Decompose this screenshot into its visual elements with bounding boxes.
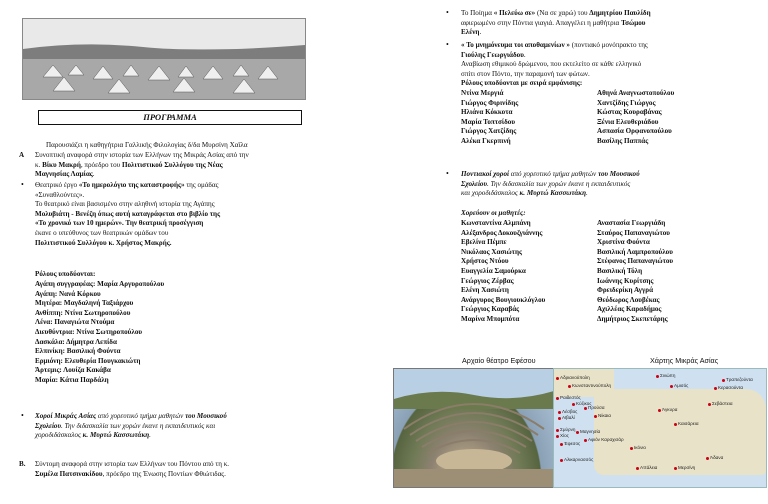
map-city-label: Χίος — [560, 433, 569, 438]
mono-l1-post: (ποντιακό μονόπρακτο της — [569, 41, 648, 49]
map-city-label: Άδανα — [710, 455, 724, 460]
mono-l2-bold: Γιούλης Γεωργιάδου — [461, 50, 524, 59]
poem-line1 — [461, 9, 651, 19]
map-city-label: Ικόνιο — [634, 445, 646, 450]
dances-l1-bold2: του Μουσικού — [185, 412, 227, 420]
map-city-dot — [594, 415, 597, 418]
play-line5: «Το χρονικό των 10 ημερών». Την θεατρική προσέγγιση — [35, 219, 204, 228]
a2-bold2: Πολιτιστικού Συλλόγου της Νέας — [121, 160, 223, 169]
role-item: Ελπινίκη: Βασιλική Φούντα — [35, 347, 121, 356]
cast-item: Ντίνα Μεργιά — [461, 89, 504, 97]
map-city-label: Αλικαρνασσός — [564, 457, 594, 462]
cast-left-list — [461, 89, 518, 147]
map-city-dot — [584, 407, 587, 410]
mono-line2 — [461, 51, 648, 61]
dancer-item: Φρειδερίκη Αγγρά — [597, 286, 654, 295]
bullet-monologue: • — [446, 40, 449, 49]
dances-l3-post: . — [149, 431, 151, 440]
map-city-label: Αττάλεια — [640, 465, 658, 470]
map-city-dot — [714, 387, 717, 390]
play-l1-post: της ομάδας — [184, 181, 219, 189]
section-a-line3 — [35, 170, 249, 180]
dancer-item: Αχιλλέας Καραδήμος — [597, 305, 662, 314]
dancer-item: Στέφανος Παπαναγιώτου — [597, 257, 674, 266]
map-city-dot — [584, 439, 587, 442]
cast-item: Γιώργος Χατζίδης — [461, 127, 517, 136]
dancer-item: Μαρίνα Μπομπότα — [461, 314, 520, 323]
dances-l1-bold: Χοροί Μικράς Ασίας — [35, 412, 97, 420]
dancers-right-list — [597, 219, 673, 325]
dances-l3-bold: κ. Μυρτώ Κασσωτάκη — [82, 431, 150, 440]
caption-theatre: Αρχαίο θέατρο Εφέσου — [462, 356, 536, 365]
map-city-label: Έφεσος — [564, 441, 581, 446]
play-line7: Πολιτιστικού Συλλόγου κ. Χρήστος Μακρής. — [35, 238, 172, 247]
map-city-dot — [560, 443, 563, 446]
cast-item: Χαντζίδης Γιώργος — [597, 98, 656, 107]
map-city-dot — [558, 417, 561, 420]
map-city-dot — [708, 403, 711, 406]
dancers-left-list — [461, 219, 545, 325]
map-city-label: Άγκυρα — [662, 407, 678, 412]
section-a-marker: Α — [19, 151, 25, 159]
monologue-block — [461, 41, 648, 89]
pontic-l3-post: . — [585, 189, 588, 198]
map-city-dot — [706, 457, 709, 460]
poem-l1-bold: « Πελεύω σε» — [493, 9, 536, 17]
map-city-label: Καισάρεια — [678, 421, 699, 426]
cast-item: Μαρία Τοπτσίδου — [461, 117, 516, 126]
roles-list — [35, 280, 164, 386]
dances-l3-pre: χοροδιδάσκαλος — [35, 431, 83, 440]
ephesus-theatre-photo — [393, 368, 555, 488]
map-city-dot — [556, 435, 559, 438]
dancer-item: Νικόλαος Χασιώτης — [461, 247, 522, 256]
map-city-label: Κερασούντα — [718, 385, 743, 390]
dancer-item: Ελένη Χασιώτη — [461, 286, 509, 295]
theatre-illustration — [394, 369, 554, 487]
pontic-l2-bold: Σχολείου — [461, 179, 487, 188]
dances-l2-bold: Σχολείου — [35, 421, 61, 430]
role-item: Αγάπη συγγραφέας: Μαρία Αργυροπούλου — [35, 280, 165, 288]
a2-mid: , πρόεδρο του — [80, 160, 122, 169]
roles-title: Ρόλους υποδύονται: — [35, 270, 96, 278]
bullet-pontic: • — [446, 169, 449, 178]
dancer-item: Γεώργιος Καραβάς — [461, 305, 520, 314]
camp-photo-illustration — [23, 19, 305, 99]
cast-title: Ρόλους υποδύονται με σειρά εμφάνισης: — [461, 79, 583, 88]
map-city-dot — [568, 385, 571, 388]
map-city-label: Κωνσταντινούπολη — [572, 383, 612, 388]
pontic-line3 — [461, 189, 640, 199]
pontic-line1 — [461, 170, 640, 180]
play-line6: έκανε ο υπεύθυνος των θεατρικών ομάδων του — [35, 228, 169, 237]
bullet-play: • — [21, 180, 24, 189]
b2-post: , πρόεδρο της Ένωσης Ποντίων Φθιώτιδας. — [102, 469, 226, 478]
dancer-item: Χρήστος Ντόου — [461, 257, 509, 266]
poem-l1-pre: Το Ποίημα — [461, 9, 494, 17]
dancer-item: Ιωάννης Κυρίτσης — [597, 276, 654, 285]
dances-line2 — [35, 422, 227, 432]
pontic-l3-bold: κ. Μυρτώ Κασσωτάκη — [519, 189, 586, 198]
map-city-dot — [630, 447, 633, 450]
a3-post: . — [92, 170, 95, 179]
cast-item: Αθηνά Αναγνωστοπούλου — [597, 89, 675, 97]
play-l1-pre: Θεατρικό έργο — [35, 181, 79, 189]
a3-bold: Μαγνησίας Λαμίας — [35, 170, 93, 179]
play-line1 — [35, 181, 220, 191]
pontic-l3-pre: και χοροδιδάσκαλος — [461, 189, 520, 198]
map-city-label: Σμύρνη — [560, 427, 576, 432]
mono-l2-post: . — [523, 50, 526, 59]
role-item: Δασκάλα: Δήμητρα Λεπίδα — [35, 337, 117, 346]
cast-item: Ηλιάνα Κόκκοτα — [461, 108, 513, 117]
play-line3: Το θεατρικό είναι βασισμένο στην αληθινή ιστορία της Αγάπης — [35, 200, 215, 209]
bullet-dances: • — [21, 411, 24, 420]
poem-l2-pre: αφιερωμένο στην Πόντια γιαγιά. Απαγγέλει η μαθήτρια — [461, 18, 622, 27]
dancer-item: Γεώργιος Ζέρβας — [461, 276, 514, 285]
map-city-dot — [670, 385, 673, 388]
map-city-dot — [722, 379, 725, 382]
map-city-label: Προύσα — [588, 405, 605, 410]
map-city-dot — [636, 467, 639, 470]
map-city-label: Σεβάστεια — [712, 401, 733, 406]
caption-map: Χάρτης Μικράς Ασίας — [650, 356, 719, 365]
map-city-dot — [556, 429, 559, 432]
play-line4: Μολυβιάτη - Βενέζη όπως αυτή καταγράφεται στο βιβλίο της — [35, 209, 221, 218]
poem-l2-bold: Τσώμου — [621, 18, 646, 27]
cast-item: Βασίλης Παππάς — [597, 136, 649, 145]
dancer-item: Αναστασία Γεωργιάδη — [597, 219, 666, 227]
play-line2: «Συναθλούντες». — [35, 190, 85, 199]
pontic-l2-post: . Την διδασκαλία των χορών έκανε η εκπαιδευτικός — [486, 179, 631, 188]
mono-l1-bold: « Το μνημόνευμα τοι αποθαμενίων » — [461, 41, 570, 49]
section-b-line1: Σύντομη αναφορά στην ιστορία των Ελλήνων του Πόντου από τη κ. — [35, 460, 230, 468]
cast-item: Ξένια Ελευθεριάδου — [597, 117, 659, 126]
section-a-line2 — [35, 161, 249, 171]
role-item: Διευθύντρια: Ντίνα Σωτηροπούλου — [35, 327, 143, 336]
dances-l2-post: . Την διδασκαλία των χορών έκανε η εκπαιδευτικός και — [60, 421, 216, 430]
poem-block — [461, 9, 651, 38]
dances-l1-mid: από χορευτικό τμήμα μαθητών — [96, 412, 186, 420]
map-city-dot — [658, 409, 661, 412]
pontic-l1-bold: Ποντιακοί χοροί — [461, 170, 509, 178]
role-item: Αγάπη: Νανά Κόρκου — [35, 289, 101, 298]
role-item: Ανθίππη: Ντίνα Σωτηροπούλου — [35, 308, 131, 317]
cast-right-list — [597, 89, 674, 147]
section-b-marker: Β. — [19, 460, 26, 468]
program-title-box — [38, 110, 302, 125]
play-l1-bold: «Το ημερολόγιο της καταστροφής» — [78, 181, 185, 189]
map-city-label: Ραιδεστός — [560, 395, 581, 400]
program-title: ΠΡΟΓΡΑΜΜΑ — [143, 112, 197, 122]
cast-item: Αλέκα Γκερπινή — [461, 136, 511, 145]
pontic-l1-mid: από χορευτικό τμήμα μαθητών — [508, 170, 598, 178]
map-city-label: Νίκαια — [598, 413, 611, 418]
mono-line3: Αναβίωση εθιμικού δρώμενου, που εκτελείτο σε κάθε ελληνικό — [461, 60, 642, 69]
dancer-item: Χριστίνα Φούντα — [597, 238, 650, 247]
dances-block — [35, 412, 227, 441]
pontic-line2 — [461, 180, 640, 190]
map-city-dot — [556, 397, 559, 400]
intro-text: Παρουσιάζει η καθηγήτρια Γαλλικής Φιλολογίας δ/δα Μυρσίνη Χαΐλα — [46, 141, 248, 149]
dancer-item: Σταύρος Παπαναγιώτου — [597, 228, 670, 237]
cast-item: Γιώργος Φιρινίδης — [461, 98, 519, 107]
poem-l3-bold: Ελένη — [461, 28, 480, 37]
dancer-item: Εβελίνα Πέμπε — [461, 238, 507, 247]
poem-l3-post: . — [479, 28, 482, 37]
map-city-label: Αϊβαλί — [562, 415, 575, 420]
dancer-item: Ευαγγελία Σαμούρκα — [461, 266, 526, 275]
map-city-dot — [560, 459, 563, 462]
map-city-label: Μαγνησία — [580, 429, 601, 434]
map-city-dot — [558, 411, 561, 414]
map-city-dot — [656, 375, 659, 378]
map-city-dot — [576, 431, 579, 434]
map-city-dot — [674, 467, 677, 470]
bullet-poem: • — [446, 8, 449, 17]
play-block — [35, 181, 220, 248]
a2-bold: Βίκυ Μακρή — [42, 160, 81, 169]
poem-line2 — [461, 19, 651, 29]
map-city-label: Αδριανούπολη — [560, 375, 590, 380]
section-a-text — [35, 151, 249, 180]
map-city-dot — [556, 377, 559, 380]
map-city-label: Αφιόν Καραχισάρ — [588, 437, 624, 442]
poem-l1-mid: (Να σε χαρώ) του — [535, 9, 590, 17]
mono-line1 — [461, 41, 648, 51]
pontic-block — [461, 170, 640, 199]
dances-line1 — [35, 412, 227, 422]
dancer-item: Κωνσταντίνα Αλμπάνη — [461, 219, 531, 227]
dancer-item: Θεόδωρος Λουβέκας — [597, 295, 660, 304]
cast-item: Ασπασία Ορφανοπούλου — [597, 127, 672, 136]
mono-line4: σπίτι στον Πόντο, την παραμονή των φώτων. — [461, 69, 590, 78]
asia-minor-map — [553, 368, 767, 488]
dances-line3 — [35, 431, 227, 441]
cast-item: Κώστας Κουραβάνας — [597, 108, 662, 117]
map-city-dot — [674, 423, 677, 426]
section-a-line1: Συνοπτική αναφορά στην ιστορία των Ελλήνων της Μικράς Ασίας από την — [35, 151, 249, 159]
map-city-label: Σινώπη — [660, 373, 676, 378]
map-city-label: Μερσίνη — [678, 465, 696, 470]
map-city-label: Λέσβος — [562, 409, 578, 414]
map-city-label: Κύζικος — [576, 401, 592, 406]
section-b-text — [35, 460, 229, 479]
dancer-item: Δημήτριος Σκεπετάρης — [597, 314, 668, 323]
dancer-item: Βασιλική Τόλη — [597, 266, 643, 275]
map-city-dot — [572, 403, 575, 406]
role-item: Λένα: Παναγιώτα Ντούμα — [35, 318, 115, 327]
dancer-item: Αλέξανδρος Δοκουζγιάννης — [461, 228, 543, 237]
role-item: Μαρία: Κάτια Παρδάλη — [35, 375, 109, 384]
map-city-label: Τραπεζούντα — [726, 377, 753, 382]
a2-pre: κ. — [35, 160, 43, 169]
historic-camp-photo — [22, 18, 306, 100]
poem-line3 — [461, 28, 651, 38]
section-b-line2 — [35, 470, 229, 480]
role-item: Μητέρα: Μαγδαληνή Ταξιάρχου — [35, 299, 134, 308]
role-item: Ερμιόνη: Ελευθερία Πουγκακιώτη — [35, 356, 141, 365]
poem-l1-bold2: Δημητρίου Παυλίδη — [589, 9, 651, 17]
dancer-item: Ανάργυρος Βουγιουκλόγλου — [461, 295, 546, 304]
role-item: Άρτεμις: Λουίζα Κακάβα — [35, 366, 111, 375]
map-city-label: Αμισός — [674, 383, 689, 388]
b2-bold: Συμέλα Πατσινακίδου — [35, 469, 103, 478]
dancers-title: Χορεύουν οι μαθητές: — [461, 209, 526, 217]
dancer-item: Βασιλική Λαμπροπούλου — [597, 247, 673, 256]
pontic-l1-bold2: του Μουσικού — [597, 170, 640, 178]
